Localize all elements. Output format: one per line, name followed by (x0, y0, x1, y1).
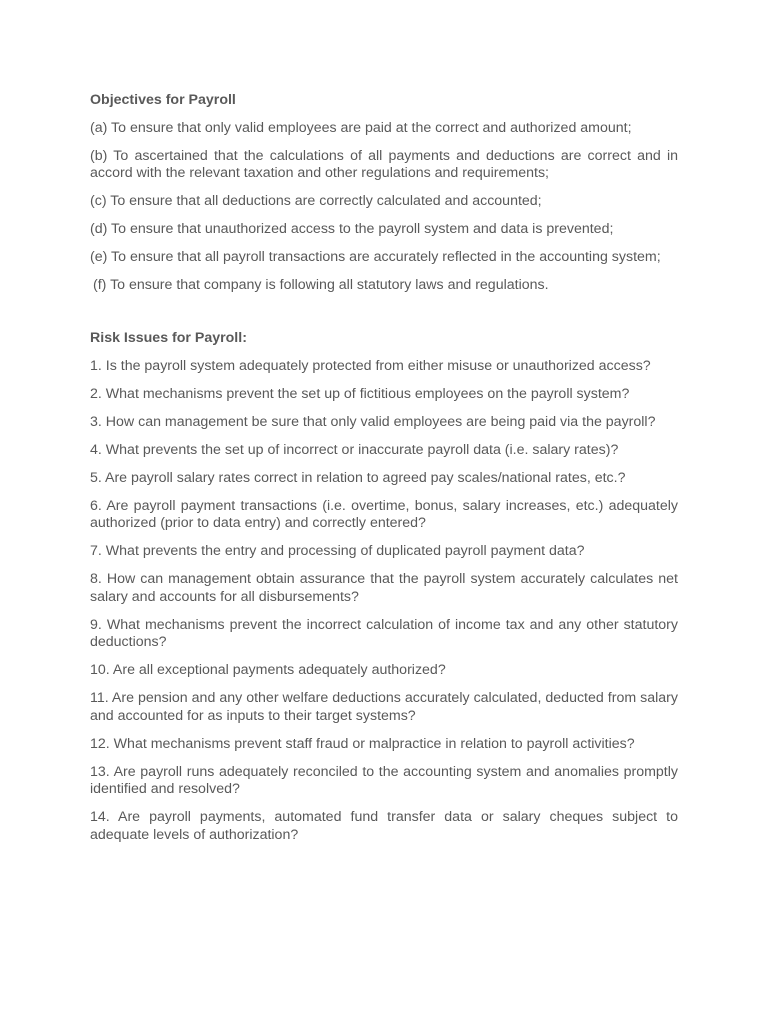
objective-item-e: (e) To ensure that all payroll transactions are accurately reflected in the accounting system; (90, 249, 661, 265)
objective-item-f: (f) To ensure that company is following all statutory laws and regulations. (93, 277, 549, 293)
risk-item-1: 1. Is the payroll system adequately protected from either misuse or unauthorized access? (90, 357, 651, 374)
risk-item-10: 10. Are all exceptional payments adequately authorized? (90, 662, 446, 678)
objective-item-c: (c) To ensure that all deductions are correctly calculated and accounted; (90, 193, 542, 209)
objective-item-b: (b) To ascertained that the calculations of all payments and deductions are correct and in accord with the relevant taxation and other regulations and requirements; (90, 147, 678, 181)
risk-item-11: 11. Are pension and any other welfare deductions accurately calculated, deducted from salary and accounted for as inputs to their target systems? (90, 690, 678, 724)
risk-item-6: 6. Are payroll payment transactions (i.e. overtime, bonus, salary increases, etc.) adequately authorized (prior to data entry) and correctly entered? (90, 497, 678, 531)
risk-item-3: 3. How can management be sure that only valid employees are being paid via the payroll? (90, 413, 656, 430)
risk-item-8: 8. How can management obtain assurance that the payroll system accurately calculates net salary and accounts for all disbursements? (90, 571, 678, 605)
objective-item-a: (a) To ensure that only valid employees are paid at the correct and authorized amount; (90, 119, 632, 136)
risk-item-7: 7. What prevents the entry and processing of duplicated payroll payment data? (90, 543, 585, 559)
objectives-heading: Objectives for Payroll (90, 92, 236, 108)
risk-item-5: 5. Are payroll salary rates correct in relation to agreed pay scales/national rates, etc.? (90, 469, 626, 486)
risk-item-14: 14. Are payroll payments, automated fund transfer data or salary cheques subject to adequate levels of authorization? (90, 809, 678, 843)
risk-item-12: 12. What mechanisms prevent staff fraud or malpractice in relation to payroll activities? (90, 735, 635, 752)
risk-item-9: 9. What mechanisms prevent the incorrect calculation of income tax and any other statutory deductions? (90, 616, 678, 650)
risk-item-13: 13. Are payroll runs adequately reconciled to the accounting system and anomalies promptly identified and resolved? (90, 763, 678, 797)
document-page (90, 92, 678, 855)
risks-heading: Risk Issues for Payroll: (90, 330, 247, 346)
section-spacer (90, 305, 678, 330)
risk-item-2: 2. What mechanisms prevent the set up of fictitious employees on the payroll system? (90, 385, 630, 402)
objective-item-d: (d) To ensure that unauthorized access to the payroll system and data is prevented; (90, 221, 614, 237)
risk-item-4: 4. What prevents the set up of incorrect or inaccurate payroll data (i.e. salary rates)? (90, 441, 619, 458)
